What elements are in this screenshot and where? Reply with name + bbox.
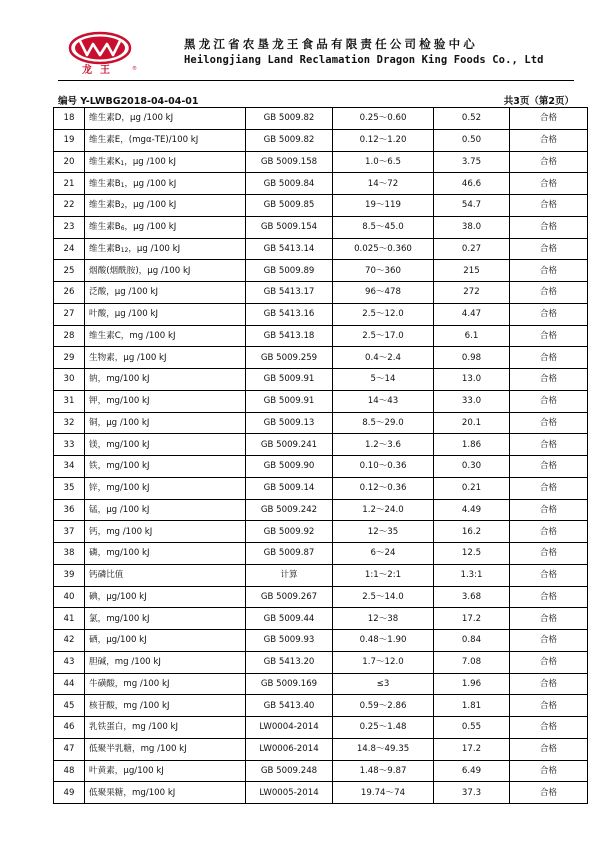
test-standard: GB 5009.242 [246, 499, 333, 521]
test-standard: GB 5009.93 [246, 630, 333, 652]
row-number: 22 [54, 195, 85, 217]
measured-value: 272 [434, 282, 510, 304]
test-result: 合格 [510, 412, 588, 434]
measured-value: 17.2 [434, 608, 510, 630]
measured-value: 4.47 [434, 303, 510, 325]
row-number: 44 [54, 673, 85, 695]
test-result: 合格 [510, 782, 588, 804]
table-row [54, 129, 588, 151]
required-range: 12～38 [333, 608, 434, 630]
test-result: 合格 [510, 390, 588, 412]
measured-value: 0.27 [434, 238, 510, 260]
test-standard: GB 5009.13 [246, 412, 333, 434]
test-item [85, 586, 246, 608]
test-standard: GB 5009.14 [246, 477, 333, 499]
required-range: 0.10～0.36 [333, 456, 434, 478]
measured-value: 0.50 [434, 129, 510, 151]
test-item-name: 维生素B [89, 200, 121, 211]
test-result: 合格 [510, 434, 588, 456]
row-number: 29 [54, 347, 85, 369]
row-number: 41 [54, 608, 85, 630]
row-number: 32 [54, 412, 85, 434]
test-result: 合格 [510, 260, 588, 282]
row-number: 35 [54, 477, 85, 499]
required-range: 70～360 [333, 260, 434, 282]
test-item-name: 磷，mg/100 kJ [89, 548, 150, 559]
table-row [54, 151, 588, 173]
required-range: 5～14 [333, 369, 434, 391]
test-item [85, 608, 246, 630]
table-row [54, 717, 588, 739]
test-item-name: 氯，mg/100 kJ [89, 613, 150, 624]
test-standard: GB 5009.154 [246, 216, 333, 238]
measured-value: 16.2 [434, 521, 510, 543]
row-number: 23 [54, 216, 85, 238]
test-item-name: 钙，mg /100 kJ [89, 526, 153, 537]
measured-value: 0.98 [434, 347, 510, 369]
table-row [54, 586, 588, 608]
letterhead [58, 30, 578, 78]
measured-value: 38.0 [434, 216, 510, 238]
row-number: 38 [54, 543, 85, 565]
table-row [54, 456, 588, 478]
table-row [54, 303, 588, 325]
table-row [54, 477, 588, 499]
row-number: 42 [54, 630, 85, 652]
row-number: 39 [54, 564, 85, 586]
test-standard: GB 5009.259 [246, 347, 333, 369]
table-row [54, 369, 588, 391]
test-result: 合格 [510, 369, 588, 391]
test-standard: GB 5413.17 [246, 282, 333, 304]
test-result: 合格 [510, 477, 588, 499]
svg-text:®: ® [132, 66, 137, 72]
test-item [85, 151, 246, 173]
required-range: 0.25～0.60 [333, 108, 434, 130]
required-range: 1.2～3.6 [333, 434, 434, 456]
test-item-unit: ，μg /100 kJ [124, 178, 177, 189]
test-item [85, 456, 246, 478]
test-item-name: 烟酸(烟酰胺)，μg /100 kJ [89, 265, 191, 276]
test-item-name: 锌，mg/100 kJ [89, 483, 150, 494]
test-result: 合格 [510, 325, 588, 347]
measured-value: 215 [434, 260, 510, 282]
test-item [85, 760, 246, 782]
measured-value: 4.49 [434, 499, 510, 521]
measured-value: 6.1 [434, 325, 510, 347]
table-row [54, 434, 588, 456]
test-standard: LW0004-2014 [246, 717, 333, 739]
test-item [85, 695, 246, 717]
test-result: 合格 [510, 608, 588, 630]
required-range: 0.4～2.4 [333, 347, 434, 369]
test-item-name: 乳铁蛋白，mg /100 kJ [89, 722, 179, 733]
measured-value: 0.30 [434, 456, 510, 478]
test-standard: GB 5009.82 [246, 108, 333, 130]
test-item-subscript: 2 [120, 203, 125, 211]
test-standard: GB 5009.87 [246, 543, 333, 565]
row-number: 37 [54, 521, 85, 543]
table-row [54, 608, 588, 630]
company-name-en: Heilongjiang Land Reclamation Dragon King Foods Co., Ltd [184, 54, 544, 66]
required-range: 2.5～14.0 [333, 586, 434, 608]
measured-value: 17.2 [434, 738, 510, 760]
test-item-name: 维生素D，μg /100 kJ [89, 113, 174, 124]
test-item [85, 216, 246, 238]
table-row [54, 543, 588, 565]
required-range: 1.0～6.5 [333, 151, 434, 173]
measured-value: 12.5 [434, 543, 510, 565]
test-result: 合格 [510, 456, 588, 478]
test-standard: GB 5009.91 [246, 390, 333, 412]
test-item-name: 铜，μg /100 kJ [89, 417, 150, 428]
measured-value: 1.3:1 [434, 564, 510, 586]
row-number: 24 [54, 238, 85, 260]
test-standard: LW0006-2014 [246, 738, 333, 760]
test-standard: GB 5009.248 [246, 760, 333, 782]
test-item [85, 390, 246, 412]
required-range: 1.7～12.0 [333, 651, 434, 673]
required-range: 1:1～2:1 [333, 564, 434, 586]
required-range: 8.5～45.0 [333, 216, 434, 238]
test-item-unit: ，μg /100 kJ [124, 222, 177, 233]
test-item [85, 521, 246, 543]
required-range: 19～119 [333, 195, 434, 217]
test-item-name: 核苷酸，mg /100 kJ [89, 700, 170, 711]
test-item-name: 牛磺酸，mg /100 kJ [89, 678, 170, 689]
test-standard: GB 5009.267 [246, 586, 333, 608]
required-range: 0.12～0.36 [333, 477, 434, 499]
test-standard: GB 5009.44 [246, 608, 333, 630]
test-standard: GB 5009.82 [246, 129, 333, 151]
test-result: 合格 [510, 651, 588, 673]
row-number: 36 [54, 499, 85, 521]
row-number: 25 [54, 260, 85, 282]
table-row [54, 760, 588, 782]
test-item-unit: ，μg /100 kJ [124, 156, 177, 167]
table-row [54, 782, 588, 804]
test-item-name: 钾，mg/100 kJ [89, 396, 150, 407]
test-results-table [53, 107, 588, 804]
test-result: 合格 [510, 717, 588, 739]
table-row [54, 695, 588, 717]
required-range: 0.48～1.90 [333, 630, 434, 652]
row-number: 48 [54, 760, 85, 782]
test-item [85, 477, 246, 499]
test-item-name: 镁，mg/100 kJ [89, 439, 150, 450]
test-standard: GB 5413.14 [246, 238, 333, 260]
table-row [54, 390, 588, 412]
test-result: 合格 [510, 173, 588, 195]
test-result: 合格 [510, 151, 588, 173]
measured-value: 3.75 [434, 151, 510, 173]
test-result: 合格 [510, 543, 588, 565]
table-row [54, 564, 588, 586]
test-item [85, 369, 246, 391]
measured-value: 37.3 [434, 782, 510, 804]
table-row [54, 499, 588, 521]
test-item-subscript: 6 [120, 225, 125, 233]
test-item-name: 低聚半乳糖，mg /100 kJ [89, 744, 187, 755]
company-logo [66, 30, 140, 76]
measured-value: 13.0 [434, 369, 510, 391]
measured-value: 3.68 [434, 586, 510, 608]
test-item-subscript: 12 [120, 246, 129, 254]
table-row [54, 738, 588, 760]
test-result: 合格 [510, 238, 588, 260]
test-standard: GB 5009.85 [246, 195, 333, 217]
test-item-unit: ，μg /100 kJ [128, 243, 181, 254]
test-item [85, 282, 246, 304]
test-result: 合格 [510, 564, 588, 586]
table-row [54, 173, 588, 195]
test-item [85, 260, 246, 282]
table-row [54, 195, 588, 217]
row-number: 49 [54, 782, 85, 804]
measured-value: 46.6 [434, 173, 510, 195]
test-standard: GB 5009.84 [246, 173, 333, 195]
test-standard: GB 5413.16 [246, 303, 333, 325]
test-item-name: 胆碱，mg /100 kJ [89, 657, 161, 668]
row-number: 18 [54, 108, 85, 130]
test-item-name: 叶黄素，μg/100 kJ [89, 765, 164, 776]
row-number: 31 [54, 390, 85, 412]
test-item [85, 173, 246, 195]
test-standard: 计算 [246, 564, 333, 586]
row-number: 30 [54, 369, 85, 391]
test-standard: GB 5009.241 [246, 434, 333, 456]
measured-value: 0.52 [434, 108, 510, 130]
measured-value: 7.08 [434, 651, 510, 673]
test-standard: GB 5009.91 [246, 369, 333, 391]
test-result: 合格 [510, 303, 588, 325]
table-row [54, 216, 588, 238]
test-result: 合格 [510, 521, 588, 543]
test-item [85, 499, 246, 521]
test-result: 合格 [510, 760, 588, 782]
test-result: 合格 [510, 195, 588, 217]
required-range: 0.59～2.86 [333, 695, 434, 717]
test-result: 合格 [510, 586, 588, 608]
table-row [54, 651, 588, 673]
measured-value: 0.21 [434, 477, 510, 499]
required-range: ≤3 [333, 673, 434, 695]
test-item-name: 碘，μg/100 kJ [89, 591, 147, 602]
row-number: 20 [54, 151, 85, 173]
table-row [54, 412, 588, 434]
test-result: 合格 [510, 738, 588, 760]
row-number: 27 [54, 303, 85, 325]
test-result: 合格 [510, 282, 588, 304]
table-row [54, 108, 588, 130]
test-standard: GB 5413.20 [246, 651, 333, 673]
test-result: 合格 [510, 673, 588, 695]
test-item [85, 325, 246, 347]
test-standard: GB 5009.158 [246, 151, 333, 173]
measured-value: 1.96 [434, 673, 510, 695]
test-standard: GB 5009.89 [246, 260, 333, 282]
test-item-name: 钠，mg/100 kJ [89, 374, 150, 385]
test-item-name: 低聚果糖，mg/100 kJ [89, 787, 176, 798]
row-number: 40 [54, 586, 85, 608]
row-number: 45 [54, 695, 85, 717]
row-number: 19 [54, 129, 85, 151]
required-range: 0.025～0.360 [333, 238, 434, 260]
row-number: 26 [54, 282, 85, 304]
table-row [54, 260, 588, 282]
test-item [85, 195, 246, 217]
test-item [85, 738, 246, 760]
test-item-name: 铁，mg/100 kJ [89, 461, 150, 472]
logo-text: 龙王 [82, 65, 118, 76]
test-item-name: 生物素，μg /100 kJ [89, 352, 167, 363]
test-item-unit: ，μg /100 kJ [124, 200, 177, 211]
table-row [54, 673, 588, 695]
test-standard: GB 5009.92 [246, 521, 333, 543]
required-range: 12～35 [333, 521, 434, 543]
company-name-cn: 黑龙江省农垦龙王食品有限责任公司检验中心 [184, 37, 478, 51]
measured-value: 0.84 [434, 630, 510, 652]
required-range: 14～72 [333, 173, 434, 195]
measured-value: 0.55 [434, 717, 510, 739]
test-item-name: 叶酸，μg /100 kJ [89, 309, 158, 320]
test-result: 合格 [510, 108, 588, 130]
report-number: 编号 Y-LWBG2018-04-04-01 [58, 96, 199, 107]
table-row [54, 325, 588, 347]
test-item-name: 维生素K [89, 156, 121, 167]
test-item-name: 维生素B [89, 243, 121, 254]
measured-value: 33.0 [434, 390, 510, 412]
test-result: 合格 [510, 695, 588, 717]
test-item-name: 钙磷比值 [89, 570, 124, 581]
measured-value: 1.81 [434, 695, 510, 717]
test-item [85, 782, 246, 804]
test-item-subscript: 1 [120, 181, 125, 189]
table-row [54, 630, 588, 652]
page-indicator: 共3页（第2页） [503, 96, 574, 107]
test-item [85, 543, 246, 565]
measured-value: 54.7 [434, 195, 510, 217]
measured-value: 20.1 [434, 412, 510, 434]
required-range: 2.5～17.0 [333, 325, 434, 347]
test-result: 合格 [510, 499, 588, 521]
table-row [54, 521, 588, 543]
document-meta [58, 93, 574, 107]
test-item [85, 434, 246, 456]
row-number: 28 [54, 325, 85, 347]
header-divider [58, 80, 574, 81]
test-item-name: 维生素B [89, 222, 121, 233]
row-number: 21 [54, 173, 85, 195]
test-standard: GB 5009.90 [246, 456, 333, 478]
test-standard: GB 5009.169 [246, 673, 333, 695]
required-range: 14.8～49.35 [333, 738, 434, 760]
test-item [85, 108, 246, 130]
test-item [85, 717, 246, 739]
row-number: 34 [54, 456, 85, 478]
test-item-name: 泛酸，μg /100 kJ [89, 287, 158, 298]
test-item [85, 564, 246, 586]
required-range: 6～24 [333, 543, 434, 565]
required-range: 19.74～74 [333, 782, 434, 804]
test-result: 合格 [510, 216, 588, 238]
test-result: 合格 [510, 129, 588, 151]
test-standard: GB 5413.18 [246, 325, 333, 347]
required-range: 14～43 [333, 390, 434, 412]
required-range: 1.48～9.87 [333, 760, 434, 782]
test-item [85, 129, 246, 151]
table-row [54, 282, 588, 304]
required-range: 0.12～1.20 [333, 129, 434, 151]
test-item [85, 303, 246, 325]
required-range: 1.2～24.0 [333, 499, 434, 521]
test-item-subscript: 1 [120, 159, 125, 167]
test-item-name: 锰，μg /100 kJ [89, 504, 150, 515]
test-item [85, 651, 246, 673]
test-item [85, 412, 246, 434]
test-item-name: 维生素B [89, 178, 121, 189]
required-range: 8.5～29.0 [333, 412, 434, 434]
test-item [85, 673, 246, 695]
table-row [54, 238, 588, 260]
required-range: 96～478 [333, 282, 434, 304]
test-item [85, 238, 246, 260]
row-number: 47 [54, 738, 85, 760]
measured-value: 6.49 [434, 760, 510, 782]
required-range: 0.25～1.48 [333, 717, 434, 739]
test-standard: GB 5413.40 [246, 695, 333, 717]
test-item-name: 硒，μg/100 kJ [89, 635, 147, 646]
row-number: 46 [54, 717, 85, 739]
test-result: 合格 [510, 630, 588, 652]
test-result: 合格 [510, 347, 588, 369]
measured-value: 1.86 [434, 434, 510, 456]
test-standard: LW0005-2014 [246, 782, 333, 804]
row-number: 43 [54, 651, 85, 673]
table-row [54, 347, 588, 369]
test-item-name: 维生素C，mg /100 kJ [89, 330, 176, 341]
required-range: 2.5～12.0 [333, 303, 434, 325]
test-item-name: 维生素E，(mgα-TE)/100 kJ [89, 135, 199, 146]
row-number: 33 [54, 434, 85, 456]
test-item [85, 347, 246, 369]
test-item [85, 630, 246, 652]
